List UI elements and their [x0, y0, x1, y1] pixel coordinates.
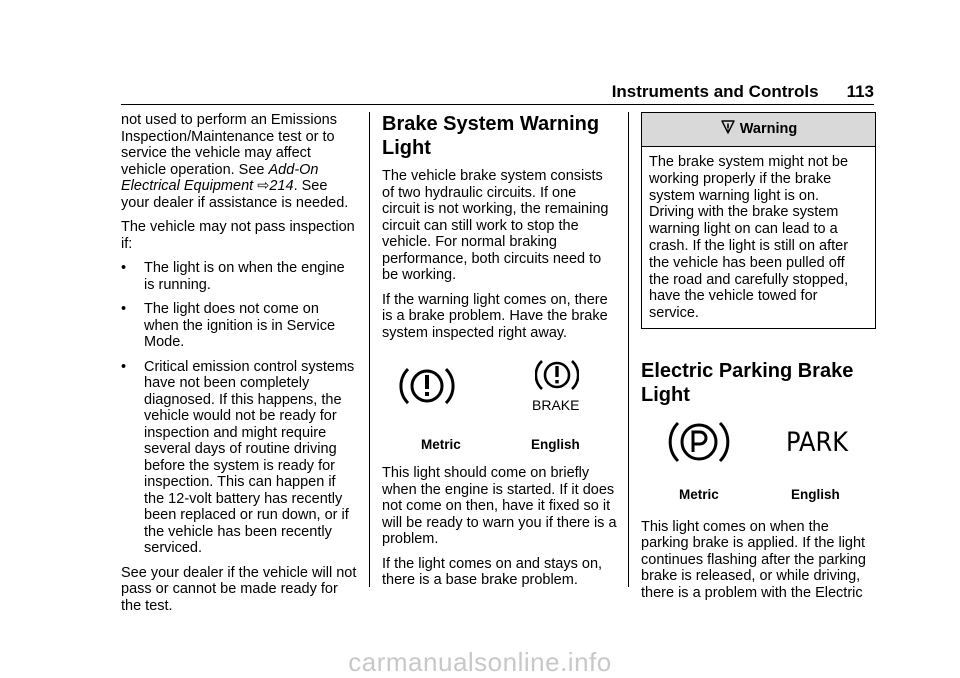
- list-item: [121, 359, 357, 557]
- paragraph: If the warning light comes on, there is a brake problem. Have the brake system inspected right away.: [382, 291, 608, 341]
- section-heading: Brake System Warning Light: [382, 113, 600, 159]
- parking-brake-metric-icon: [667, 415, 731, 469]
- park-text-label: PARK: [786, 426, 849, 455]
- list-item: [121, 301, 357, 351]
- brake-icons: [382, 351, 618, 461]
- warning-body: [642, 147, 875, 328]
- page-ref-link[interactable]: 214: [269, 178, 294, 194]
- list-item-text: The light does not come on when the ignition is in Service Mode.: [144, 301, 336, 350]
- watermark: carmanualsonline.info: [348, 647, 612, 677]
- column-2: [382, 112, 618, 597]
- bullet-mark: •: [121, 358, 127, 375]
- brake-warning-metric-icon: [398, 361, 456, 411]
- add-on-equipment-link[interactable]: Add-On Electrical Equipment: [121, 161, 319, 194]
- paragraph-text: . See your dealer if assistance is needed.: [121, 178, 349, 211]
- paragraph: [121, 112, 357, 211]
- metric-caption: Metric: [679, 486, 719, 502]
- paragraph: The vehicle may not pass inspection if:: [121, 219, 355, 252]
- bullet-mark: •: [121, 260, 127, 276]
- warning-text: The brake system might not be working properly if the brake system warning light is on. Driving with the brake system warning light on can lead to a crash. If the light is still on after the vehicle has been pulled off the road and carefully stopped, have the vehicle towed for service.: [649, 154, 849, 322]
- section-title: Instruments and Controls: [611, 82, 819, 101]
- page-ref-arrow: ⇨: [257, 178, 270, 194]
- metric-caption: Metric: [421, 437, 461, 452]
- park-text-icon: [785, 425, 849, 455]
- paragraph: If the light comes on and stays on, there is a base brake problem.: [382, 555, 603, 588]
- brake-text-label: BRAKE: [532, 397, 580, 413]
- column-divider: [628, 112, 629, 587]
- column-1: [121, 112, 357, 622]
- paragraph-text: not used to perform an Emissions Inspection/Maintenance test or to service the vehicle may affect vehicle operation. See: [121, 112, 337, 178]
- column-divider: [369, 112, 370, 587]
- paragraph: This light should come on briefly when the engine is started. If it does not come on then, have it fixed so it will be ready to warn you if there is a problem.: [382, 465, 617, 547]
- warning-title: Warning: [739, 121, 798, 137]
- list-item: [121, 260, 357, 293]
- list-item-text: The light is on when the engine is running.: [144, 260, 345, 293]
- english-caption: English: [531, 437, 580, 452]
- page-number: 113: [846, 82, 874, 101]
- warning-header: [642, 113, 875, 147]
- warning-icon: [720, 119, 736, 135]
- brake-warning-english-icon: [535, 355, 579, 395]
- page-header: [0, 82, 874, 102]
- column-3: [641, 112, 875, 609]
- paragraph: See your dealer if the vehicle will not pass or cannot be made ready for the test.: [121, 564, 357, 614]
- warning-box: [641, 112, 876, 329]
- english-caption: English: [791, 486, 840, 502]
- bullet-mark: •: [121, 301, 127, 317]
- section-heading: Electric Parking Brake Light: [641, 359, 854, 406]
- parking-brake-icons: [641, 415, 875, 515]
- list-item-text: Critical emission control systems have not been completely diagnosed. If this happens, the vehicle would not be ready for inspection and might require several days of routine driving before the system is ready for inspection. This can happen if the 12-volt battery has recently been replaced or run down, or if the vehicle has been recently serviced.: [144, 358, 355, 556]
- paragraph: This light comes on when the parking brake is applied. If the light continues flashing after the parking brake is released, or while driving, there is a problem with the Electric: [641, 518, 866, 601]
- header-rule: [121, 104, 874, 105]
- paragraph: The vehicle brake system consists of two hydraulic circuits. If one circuit is not working, the remaining circuit can still work to stop the vehicle. For normal braking performance, both circuits need to be working.: [382, 168, 609, 283]
